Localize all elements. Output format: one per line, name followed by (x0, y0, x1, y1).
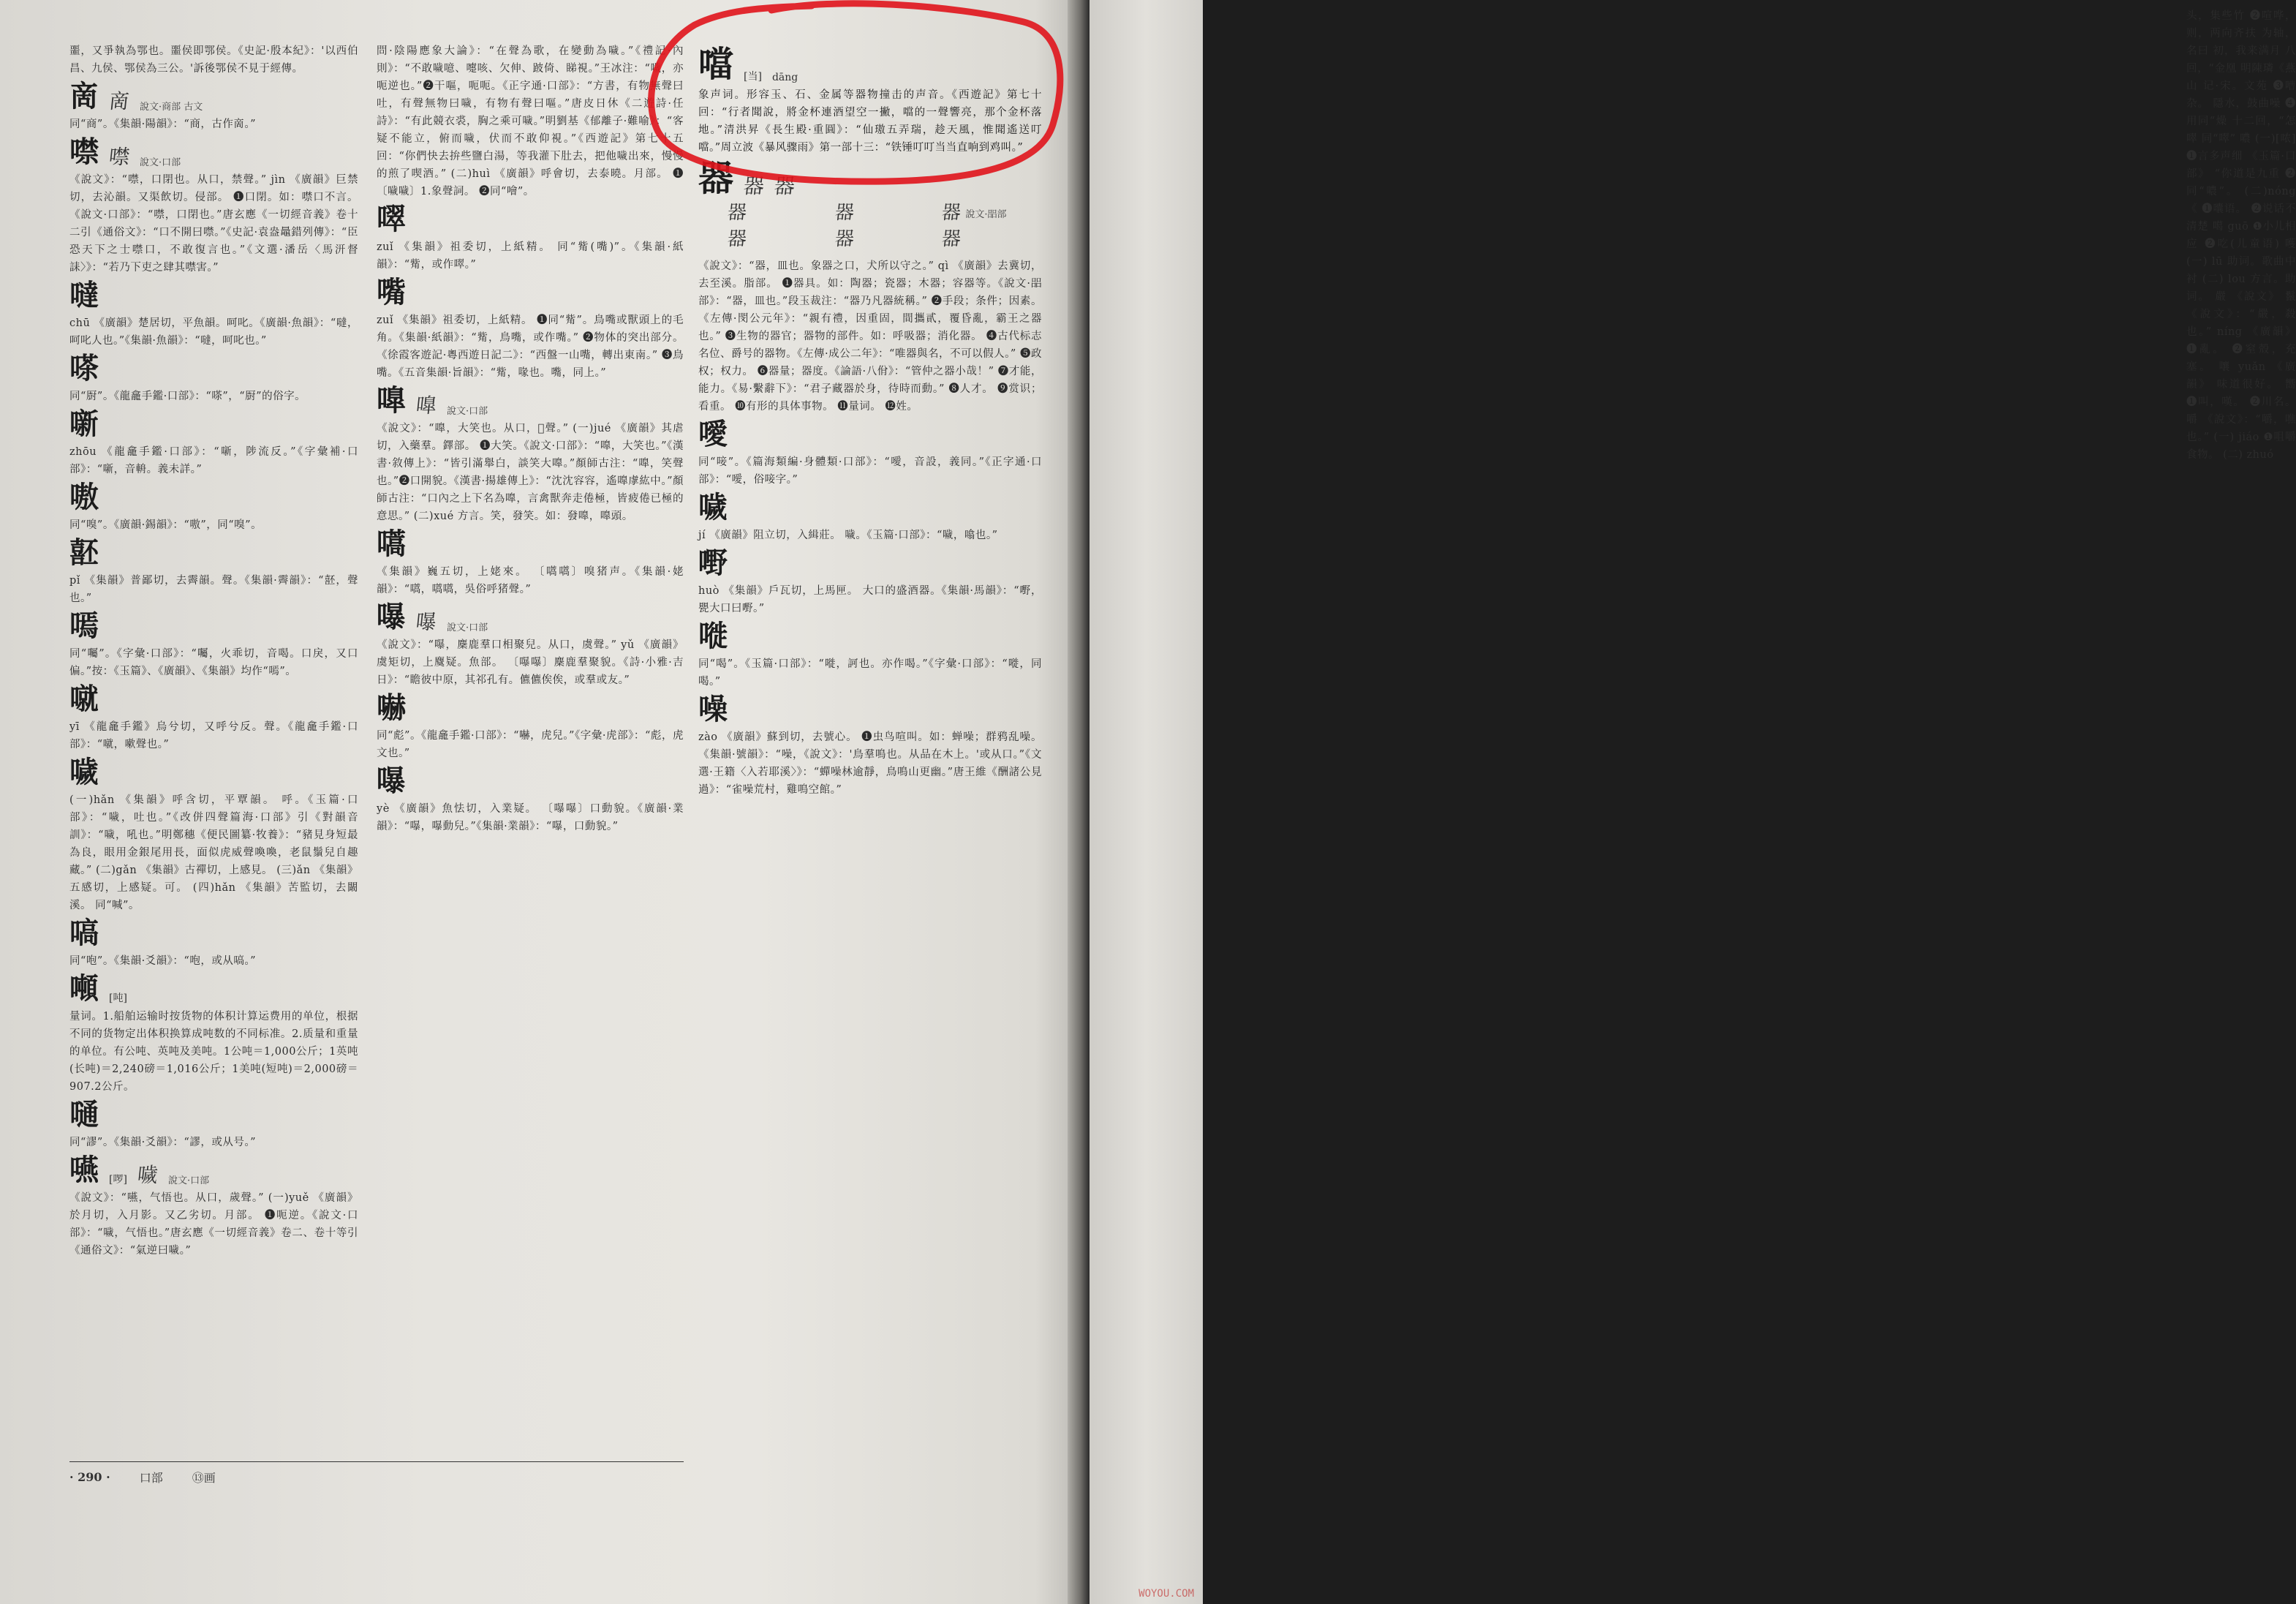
headword: 嗃 (69, 916, 99, 950)
pinyin: dāng (771, 72, 798, 83)
seal-script-glyph: 噦 (136, 1163, 159, 1187)
ancient-form (835, 228, 935, 250)
entry-text: 《說文》：“噤，口閉也。从口，禁聲。” jìn 《廣韻》巨禁切，去沁韻。又渠飲切。侵部。 ❶口閉。如：噤口不言。《說文·口部》：“噤，口閉也。”唐玄應《一切經音義》卷十二引《通俗文》：“口不開曰噤。”《史記·袁盎鼂錯列傳》：“臣恐天下之士噤口，不敢復言也。”《文選·潘岳〈馬汧督誄〉》：“若乃下吏之肆其噤害。” (69, 174, 358, 274)
entry-text: 《說文》：“器，皿也。象器之口，犬所以守之。” qì 《廣韻》去冀切，去至溪。脂部。 ❶器具。如：陶器；瓷器；木器；容器等。《說文·㗊部》：“器，皿也。”段玉裁注：“器乃凡器統稱。” ❷手段；条件；因素。《左傳·閔公元年》：“親有禮，因重固，間攜貳，覆昏亂，霸王之器也。” ❸生物的器官；器物的部件。如：呼吸器；消化器。 ❹古代标志名位、爵号的器物。《左傳·成公二年》：“唯器與名，不可以假人。” ❺政权；权力。 ❻器量；器度。《論語·八佾》：“管仲之器小哉！” ❼才能，能力。《易·繫辭下》：“君子藏器於身，待時而動。” ❽人才。 ❾赏识；看重。 ❿有形的具体事物。 ⓫量词。 ⓬姓。 (698, 260, 1042, 413)
entry-text: huò 《集韻》戶瓦切，上馬匣。 大口的盛酒器。《集韻·馬韻》：“嘢，甖大口曰嘢。” (698, 585, 1042, 614)
entry-text: 問·陰陽應象大論》：“在聲為歌，在變動為噦。”《禮記·內則》：“不敢噦噫、嚏咳、欠伸、跛倚、睇視。”王冰注：“噦，亦呃逆也。”❷干嘔，呃呃。《正字通·口部》：“方書，有物無聲曰吐，有聲無物曰噦，有物有聲曰嘔。”唐皮日休《二遊詩·任詩》：“有此競衣裘，胸之乘可噦。”明劉基《郁離子·難喻》：“客疑不能立，俯而噦，伏而不敢仰視。”《西遊記》第七十五回：“你們快去拚些鹽白湯，等我灌下肚去，把他噦出來，慢慢的煎了喫酒。” (二)huì 《廣韻》呼會切，去泰曉。月部。 ❶〔噦噦〕1.象聲詞。 ❷同“噲”。 (377, 45, 684, 197)
headword-row (377, 203, 684, 236)
headword: 噽 (69, 535, 99, 570)
headword: 嘕 (69, 609, 99, 643)
headword: 嘥 (698, 619, 728, 653)
book-spine (1068, 0, 1090, 1604)
headword-row (69, 973, 358, 1005)
seal-script-glyph: 器 (773, 174, 796, 198)
headword: 噈 (69, 682, 99, 716)
entry-text: 象声词。形容玉、石、金属等器物撞击的声音。《西遊記》第七十回：“行者聞說，將金杯連酒望空一撇，噹的一聲響亮，那个金杯落地。”清洪昇《長生殿·重圓》：“仙璈五弄瑞，趁天風，惟聞遙送叮噹。”周立波《暴风骤雨》第一部十三：“铁锤叮叮当当直响到鸡叫。” (698, 89, 1042, 154)
seal-script-glyph: 器 (834, 202, 856, 224)
entry-text: 同“唼”。《篇海類編·身體類·口部》：“噯，音設，義同。”《正字通·口部》：“噯，俗唼字。” (698, 456, 1042, 486)
headword: 噦 (69, 755, 99, 789)
entry-text: 同“囑”。《字彙·口部》：“囑，火乖切，音喝。口戾，又口偏。”按：《玉篇》、《廣韻》、《集韻》均作“嘕”。 (69, 648, 358, 677)
headword-row (377, 765, 684, 797)
ancient-form (942, 202, 1042, 224)
entry-text: (一)hǎn 《集韻》呼含切，平覃韻。 呼。《玉篇·口部》：“噦，吐也。”《改併四聲篇海·口部》引《對韻音訓》：“噦，吼也。”明鄭穗《便民圖纂·牧養》：“豬見身短最為良，眼用金銀尾用長，面似虎威聲喚喚，老鼠鬚兒自趣藏。” (二)gǎn 《集韻》古禪切，上感見。 (三)ǎn 《集韻》五感切，上感疑。可。 (四)hǎn 《集韻》苦監切，去闞溪。 同“喊”。 (69, 794, 358, 911)
headword: 噠 (69, 278, 99, 312)
entry-text: 同“謬”。《集韻·爻韻》：“謬，或从号。” (69, 1137, 257, 1148)
headword: 噸 (69, 971, 99, 1006)
entry-text: zhōu 《龍龕手鑑·口部》：“噺，陟流反。”《字彙補·口部》：“噺，音輈。義未詳。” (69, 446, 358, 475)
dictionary-page (0, 0, 1079, 1604)
headword: 嚗 (377, 600, 406, 634)
headword-row (69, 610, 358, 642)
headword-row (698, 45, 1042, 83)
headword: 噦 (698, 490, 728, 524)
headword-row (698, 492, 1042, 524)
stroke-count: ⑬画 (192, 1470, 216, 1485)
headword-row (69, 408, 358, 440)
entry-text: 同“嗅”。《廣韻·錫韻》：“嗷”，同“嗅”。 (69, 519, 263, 531)
headword: 嘴 (377, 275, 406, 309)
seal-script-glyph: 器 (834, 228, 856, 250)
entry-text: 同“咆”。《集韻·爻韻》：“咆，或从嗃。” (69, 955, 257, 967)
headword-row (377, 692, 684, 724)
entry-text: yè 《廣韻》魚怯切，入業疑。 〔嚗嚗〕口動貌。《廣韻·業韻》：“嚗，嚗動兒。”《集韻·業韻》：“嚗，口動貌。” (377, 803, 684, 832)
simplified-tag: [当] (744, 71, 762, 83)
headword-row (698, 418, 1042, 451)
headword: 器 (698, 158, 734, 199)
entry-text: 《說文》：“嚥，气悟也。从口，歲聲。” (一)yuě 《廣韻》於月切，入月影。又乙劣切。月部。 ❶呃逆。《說文·口部》：“噦，气悟也。”唐玄應《一切經音義》卷二、卷十等引《通俗文》：“氣逆曰噦。” (69, 1192, 358, 1257)
seal-script-glyph: 器 (726, 202, 748, 224)
headword-row (69, 136, 358, 168)
headword-row (377, 528, 684, 560)
entry-text: 同“商”。《集韻·陽韻》：“商，古作啇。” (69, 118, 257, 130)
entry-text: chū 《廣韻》楚居切，平魚韻。呵叱。《廣韻·魚韻》：“噠，呵叱人也。”《集韻·魚韻》：“噠，呵叱也。” (69, 317, 358, 347)
headword-row (69, 756, 358, 788)
seal-script-glyph: 嚗 (415, 610, 438, 634)
headword: 噿 (377, 202, 406, 236)
entry-text: jí 《廣韻》阻立切，入緝莊。 噦。《玉篇·口部》：“噦，噏也。” (698, 530, 998, 541)
headword: 噤 (69, 135, 99, 169)
headword-row (69, 917, 358, 949)
seal-script-glyph: 嘷 (415, 394, 438, 418)
headword-row (69, 537, 358, 569)
page-footer (69, 1461, 684, 1491)
headword: 噯 (698, 417, 728, 451)
column-2 (377, 42, 684, 1454)
entry-text: zuǐ 《集韻》祖委切，上紙精。 ❶同“觜”。鳥嘴或獸頭上的毛角。《集韻·紙韻》：“觜，鳥嘴，或作嘴。” ❷物体的突出部分。《徐霞客遊記·粵西遊日記二》：“西盤一山嘴，轉出東南。” ❸鳥嘴。《五音集韻·旨韻》：“觜，喙也。嘴，同上。” (377, 315, 684, 379)
seal-script-glyph: 噤 (107, 145, 131, 169)
entry-text: 同“喝”。《玉篇·口部》：“嘥，訶也。亦作喝。”《字彙·口部》：“嘥，同喝。” (698, 658, 1042, 688)
headword: 嚗 (377, 764, 406, 798)
entry-text: 量词。1.船舶运输时按货物的体积计算运费用的单位，根据不同的货物定出体积换算成吨数的不同标准。2.质量和重量的单位。有公吨、英吨及美吨。1公吨＝1,000公斤；1英吨(长吨)＝2,240磅＝1,016公斤；1美吨(短吨)＝2,000磅＝907.2公斤。 (69, 1011, 358, 1093)
headword: 嗵 (69, 1097, 99, 1132)
seal-source: 說文·口部 (447, 622, 488, 633)
ancient-form (942, 228, 1042, 250)
facing-page (1090, 0, 2296, 1604)
watermark: WOYOU.COM (1138, 1588, 1194, 1600)
entry-text: 同“彪”。《龍龕手鑑·口部》：“嚇，虎兒。”《字彙·虎部》：“彪，虎文也。” (377, 730, 684, 759)
entry-text: 噩，又爭執為鄂也。噩侯即鄂侯。《史記·殷本紀》：'以西伯昌、九侯、鄂侯為三公。'訴後鄂侯不見于經傳。 (69, 45, 358, 75)
column-1 (69, 42, 358, 1454)
headword-row (698, 620, 1042, 652)
headword: 嗏 (69, 351, 99, 385)
entry-text: yī 《龍龕手鑑》烏兮切，又呼兮反。聲。《龍龕手鑑·口部》：“噈，嗽聲也。” (69, 721, 358, 750)
entry-text: 《說文》：“嚗，麇鹿羣口相聚兒。从口，虞聲。” yǔ 《廣韻》虞矩切，上麌疑。魚部。 〔嚗嚗〕麇鹿羣聚貌。《詩·小雅·吉日》：“瞻彼中原，其祁孔有。儦儦俟俟，或羣或友。” (377, 639, 684, 686)
seal-source: 說文·口部 (167, 1175, 210, 1186)
seal-source: 說文·口部 (447, 406, 488, 417)
column-3 (698, 42, 1042, 1454)
entry-text: 《集韻》巍五切，上姥來。 〔嚆嚆〕嗅猪声。《集韻·姥韻》：“嚆，嚆嚆，吳俗呼猪聲。” (377, 566, 684, 595)
headword-row (69, 279, 358, 312)
seal-script-glyph: 器 (742, 174, 766, 198)
headword: 噪 (698, 692, 728, 726)
entry-text: 《說文》：“嘷，大笑也。从口，𧆞聲。” (一)jué 《廣韻》其虐切，入藥羣。鐸部。 ❶大笑。《說文·口部》：“嘷，大笑也。”《漢書·敘傳上》：“皆引滿舉白，談笑大嘷。”顏師古注：“嘷，笑聲也。”❷口開貌。《漢書·揚雄傳上》：“沈沈容容，遙嘷虖紘中。”顏師古注：“口內之上下名為嘷，言禽獸奔走倦極，皆疲倦已極的意思。” (二)xué 方言。笑，發笑。如：發嘷，嘷頭。 (377, 423, 684, 522)
headword: 嘷 (377, 383, 406, 418)
headword: 噹 (698, 44, 734, 85)
headword: 嚆 (377, 527, 406, 561)
seal-script-glyph: 啇 (107, 89, 131, 113)
entry-text: 同“㕑”。《龍龕手鑑·口部》：“嗏”，“㕑”的俗字。 (69, 391, 306, 402)
ancient-form (728, 202, 828, 224)
seal-script-glyph: 器 (726, 228, 748, 250)
headword-row (69, 353, 358, 385)
section-name: 口部 (139, 1470, 163, 1485)
entry-text: 头，集些竹 ❷喧哗，则，两向齐扶 为轴，名曰 初，我来满月 八回，“金凰 明陳璘《燕山 记·宋。文苑 ❸嘈杂。 隱水，鼓曲噪 ❹用同“燥 十二回，“怎 噿 同“噿” 噥 (一)[哝] ❶言多声细 《玉篇·口部》 “你道是九重 ❷同“噥”。 (二)nóng 《 ❶囔语。 ❷说话不清楚 噶 guō ❶小儿相应 ❷吃(儿童语) 嚄 (一) lū 助词。歌曲中衬 (二) lou 方言。助词。 嚴 《說文》 鬣 《說文》：“嚴，殺 也。” níng 《廣韻》 ❶亂。 ❷窒殼，充塞。 嚷 yuǎn 《廣韻》 味道很好。 嚮 ❶叫，嘆。 ❷川名。 嚼 《說文》：“嚼，噍也。” (一) jiáo ❶咀嚼食物。 (二) zhuó (2186, 10, 2296, 461)
headword: 噺 (69, 407, 99, 441)
seal-script-glyph: 器 (940, 202, 962, 224)
headword: 嗷 (69, 480, 99, 514)
headword-row (377, 385, 684, 417)
ancient-form (835, 202, 935, 224)
simplified-tag: [吨] (109, 993, 127, 1004)
headword-row (698, 693, 1042, 726)
entry-text: zào 《廣韻》蘇到切，去號心。 ❶虫鸟喧叫。如：蝉噪；群鸦乱噪。《集韻·號韻》：“噪，《說文》：'鳥羣鳴也。从品在木上。'或从口。”《文選·王籍〈入若耶溪〉》：“蟬噪林逾靜，鳥鳴山更幽。”唐王維《酬諸公見過》：“雀噪荒村，雞鳴空館。” (698, 731, 1042, 796)
headword-row (698, 547, 1042, 579)
entry-text: zuǐ 《集韻》祖委切，上紙精。 同“觜(嘴)”。《集韻·紙韻》：“觜，或作噿。” (377, 241, 684, 271)
headword-row (69, 683, 358, 715)
seal-source: 說文·㗊部 (965, 208, 1007, 220)
headword-row (69, 80, 358, 113)
ancient-form (728, 228, 828, 250)
seal-source: 說文·口部 (140, 157, 181, 168)
headword-row (69, 1154, 358, 1186)
entry-text: pǐ 《集韻》普鄙切，去霽韻。聲。《集韻·霽韻》：“噽，聲也。” (69, 575, 358, 604)
ancient-forms-grid (728, 202, 1042, 250)
column-4 (2186, 0, 2296, 1604)
headword: 啇 (69, 79, 99, 113)
page-number: · 290 · (69, 1469, 110, 1484)
headword-row (69, 1099, 358, 1131)
seal-source: 說文·商部 古文 (140, 102, 203, 113)
headword: 嚥 (69, 1153, 99, 1187)
headword: 嚇 (377, 690, 406, 725)
headword-row (377, 276, 684, 309)
seal-script-glyph: 器 (940, 228, 962, 250)
headword-row (377, 601, 684, 633)
headword: 嘢 (698, 546, 728, 580)
headword-row (698, 159, 1042, 197)
simplified-tag: [啰] (109, 1174, 127, 1186)
headword-row (69, 481, 358, 513)
